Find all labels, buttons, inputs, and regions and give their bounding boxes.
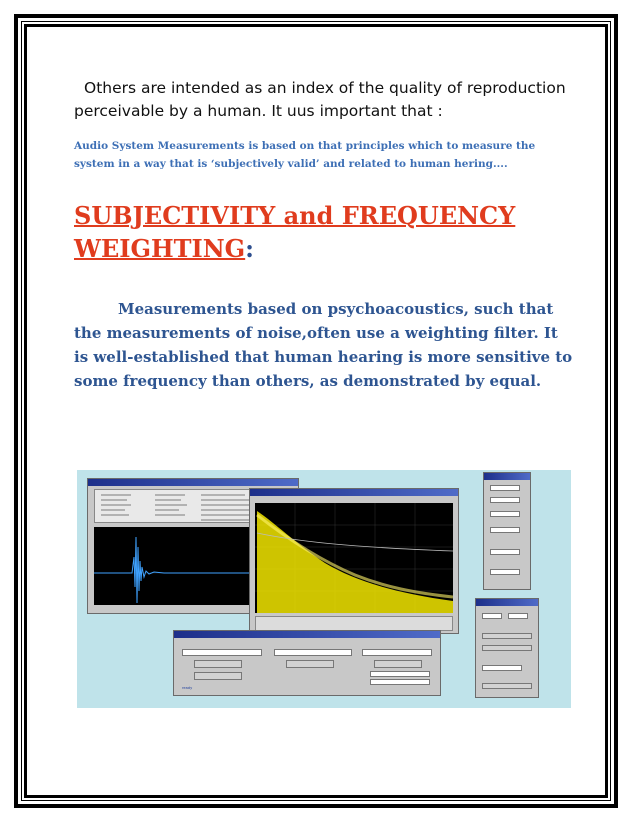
impulse-button-3[interactable] xyxy=(482,683,532,689)
setup-field-3[interactable] xyxy=(490,511,520,517)
setup-field-6[interactable] xyxy=(490,569,520,575)
software-screenshot-figure xyxy=(77,470,571,708)
control-window xyxy=(173,630,441,696)
intro-line-1: Others are intended as an index of the quality of reproduction xyxy=(84,79,566,97)
section-heading-colon: : xyxy=(245,234,255,263)
spectrum-plot xyxy=(255,503,453,613)
impulse-field-1[interactable] xyxy=(482,613,502,619)
impulse-response-panel-titlebar xyxy=(476,599,538,606)
section-heading xyxy=(74,199,574,265)
spectrum-window-titlebar xyxy=(250,489,458,496)
start-button[interactable] xyxy=(194,672,242,680)
subnote-paragraph: Audio System Measurements is based on that principles which to measure the system in a way that is ‘subjectively valid’ and related to human hering.... xyxy=(74,140,536,170)
configure-button-3[interactable] xyxy=(374,660,422,668)
setup-field-1[interactable] xyxy=(490,485,520,491)
impulse-field-2[interactable] xyxy=(508,613,528,619)
setup-field-2[interactable] xyxy=(490,497,520,503)
spectrum-window xyxy=(249,488,459,634)
setup-panel xyxy=(483,472,531,590)
acquisition-select[interactable] xyxy=(274,649,352,656)
source-select[interactable] xyxy=(370,671,430,677)
impulse-button-1[interactable] xyxy=(482,633,532,639)
spectrum-trace xyxy=(255,503,453,613)
body-paragraph: Measurements based on psychoacoustics, such that the measurements of noise,often use a weighting filter. It is well-established that human hearing is more sensitive to some frequency than others, as demonstrated by equal. xyxy=(74,300,573,390)
intro-line-2: perceivable by a human. It uus important that : xyxy=(74,102,443,120)
spectrum-readout xyxy=(255,616,453,631)
configure-button-1[interactable] xyxy=(194,660,242,668)
control-status-text: ready xyxy=(182,686,193,690)
stimulus-select[interactable] xyxy=(182,649,262,656)
setup-panel-titlebar xyxy=(484,473,530,480)
configure-button-2[interactable] xyxy=(286,660,334,668)
control-window-titlebar xyxy=(174,631,440,638)
target-select[interactable] xyxy=(370,679,430,685)
impulse-field-3[interactable] xyxy=(482,665,522,671)
intro-paragraph xyxy=(74,77,574,123)
impulse-button-2[interactable] xyxy=(482,645,532,651)
setup-field-4[interactable] xyxy=(490,527,520,533)
processor-select[interactable] xyxy=(362,649,432,656)
setup-field-5[interactable] xyxy=(490,549,520,555)
section-heading-text: SUBJECTIVITY and FREQUENCY WEIGHTING xyxy=(74,201,516,263)
waveform-trace xyxy=(94,527,256,605)
waveform-plot xyxy=(94,527,256,605)
impulse-response-panel xyxy=(475,598,539,698)
waveform-window-titlebar xyxy=(88,479,298,486)
